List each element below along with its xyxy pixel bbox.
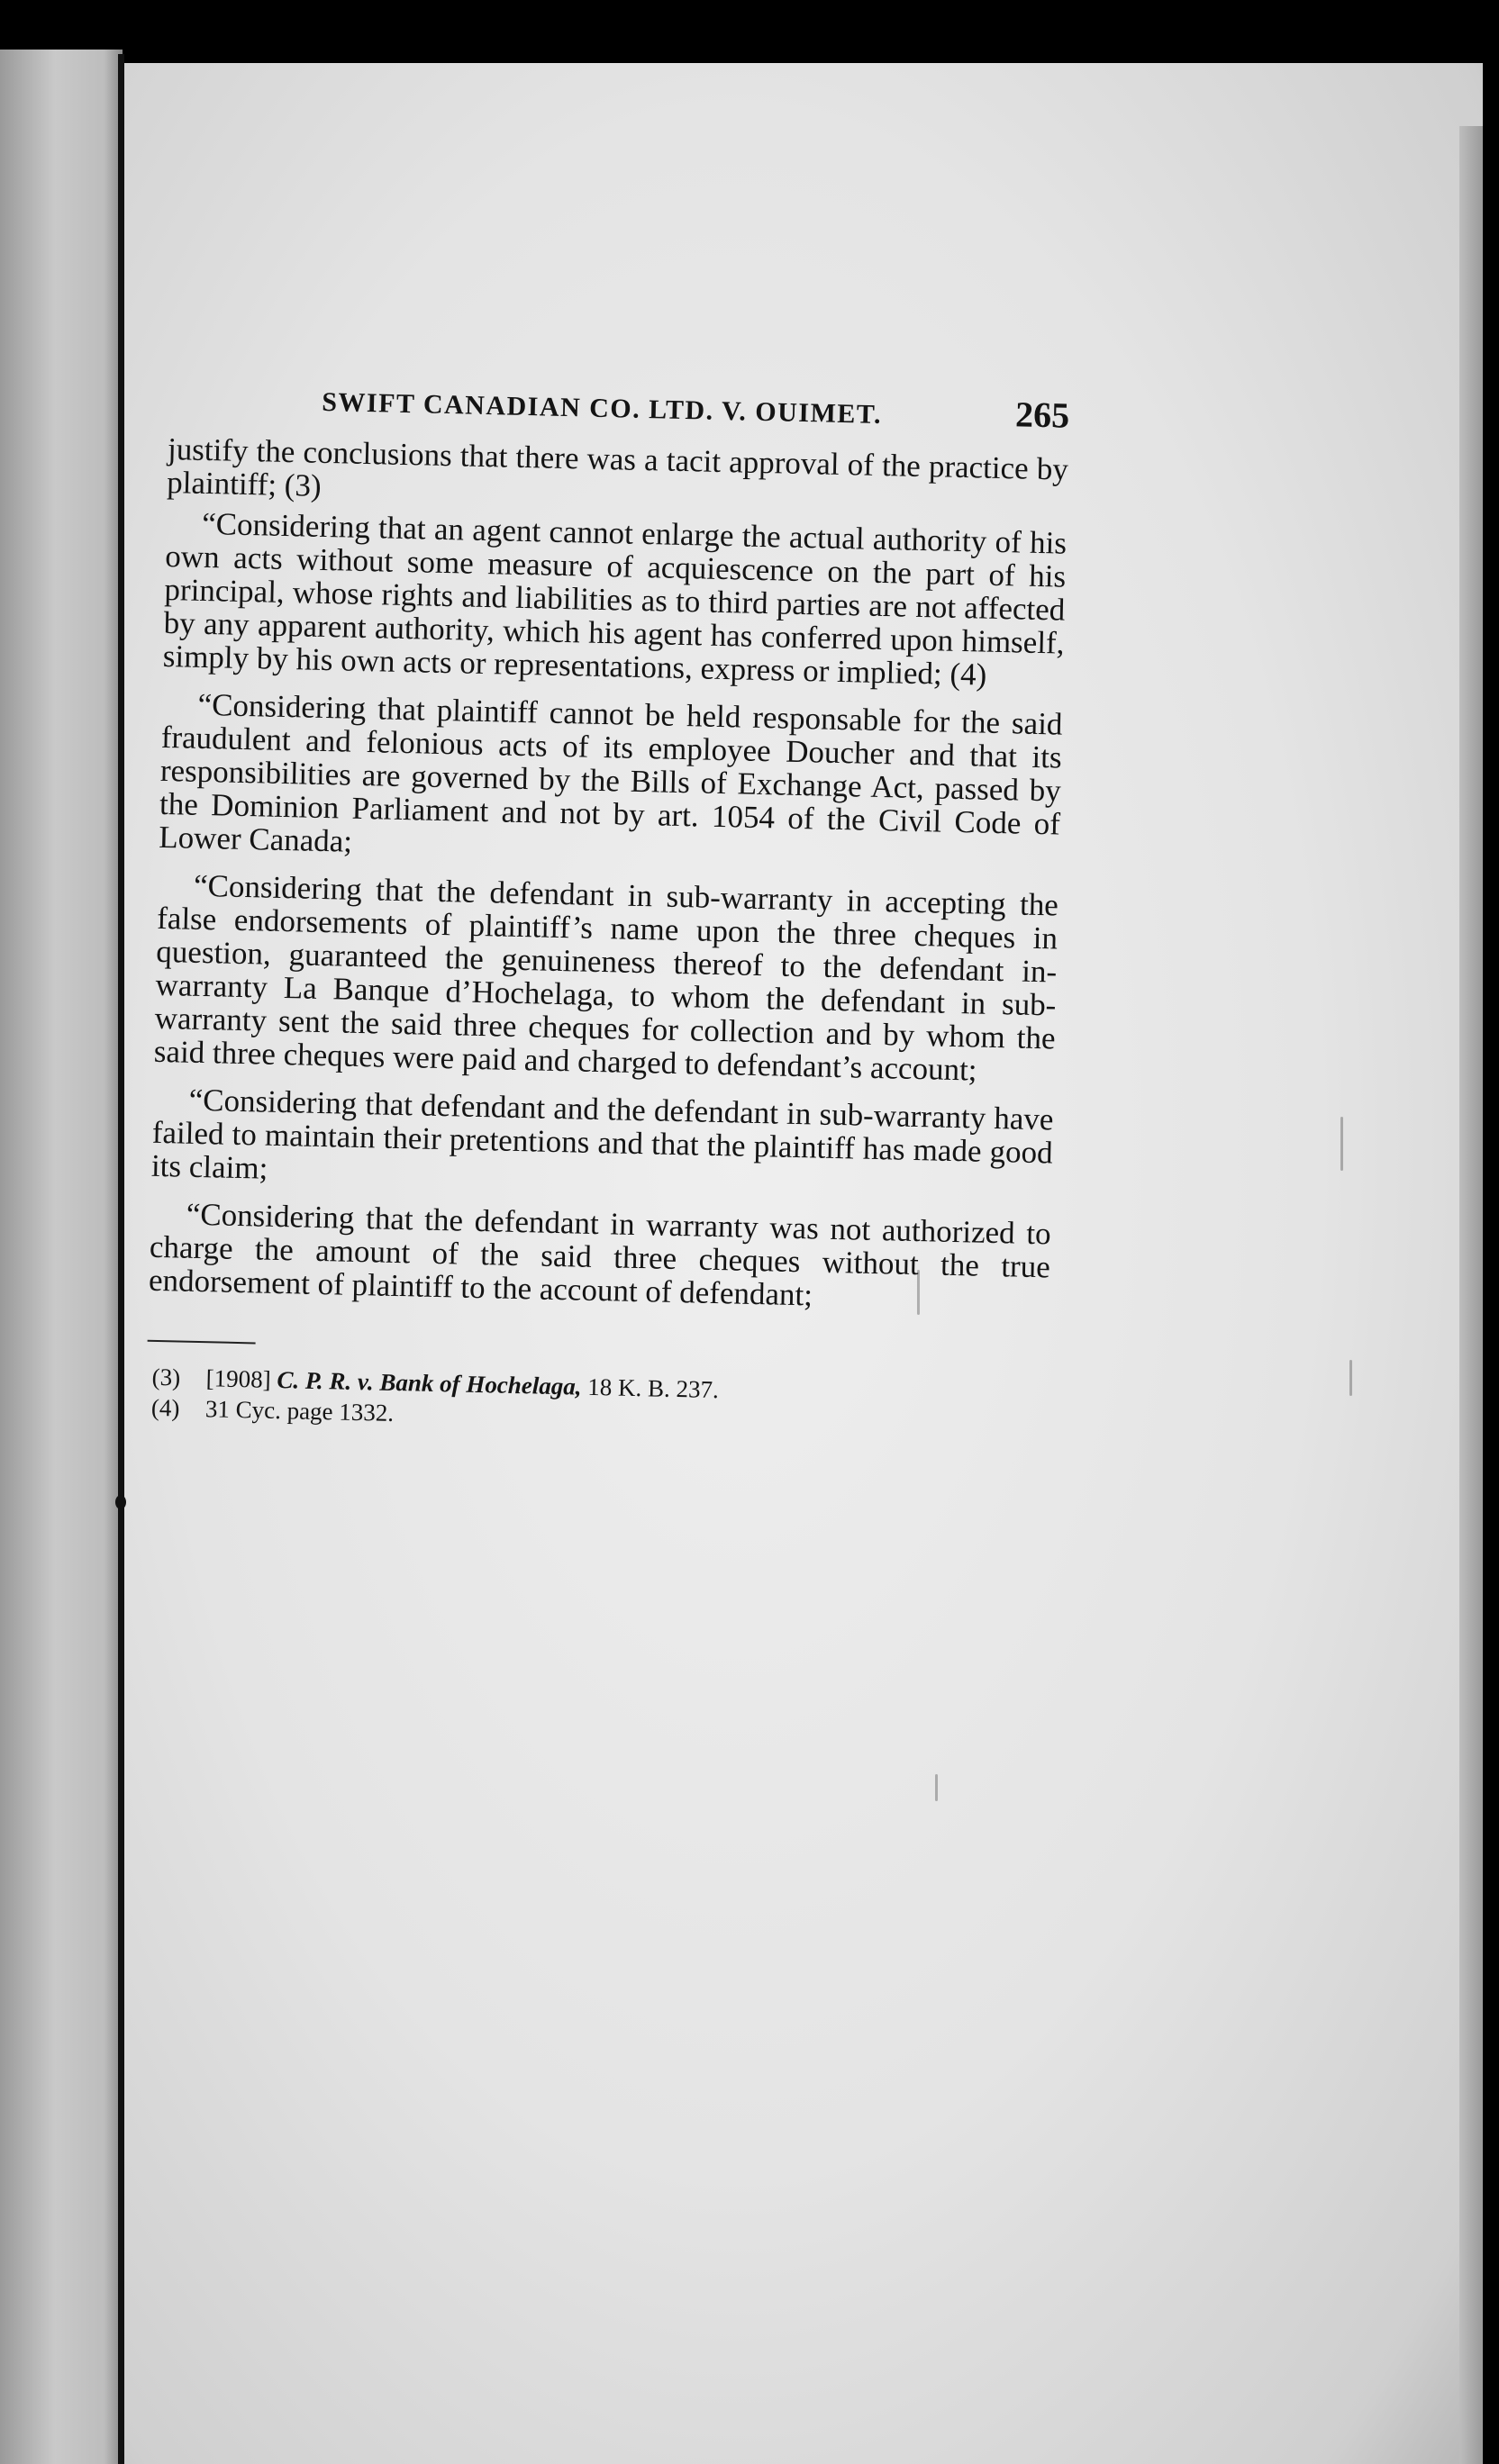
scan-speck <box>1349 1360 1352 1396</box>
paragraph: “Considering that plaintiff cannot be held responsable for the said fraudulent and felonious acts of its employee Doucher and that its responsibilities are governed by the Bills of Exchange Act, passed by the Dominion Parliament and not by art. 1054 of the Civil Code of Lower Canada; <box>158 686 1063 859</box>
footnote-text <box>205 1393 395 1428</box>
footnote-rule <box>148 1340 256 1345</box>
paragraph: “Considering that the defendant in sub-warranty in accepting the false endorsements of plaintiff’s name upon the three cheques in question, guaranteed the genuineness thereof to the defendant in-warranty La Banque d’Hochelaga, to whom the defendant in sub-warranty sent the said three cheques for collection and by whom the said three cheques were paid and charged to defendant’s account; <box>153 867 1059 1088</box>
footnote-mark: (4) <box>150 1393 180 1422</box>
facing-page-edge <box>0 50 123 2464</box>
paragraph: “Considering that the defendant in warranty was not authorized to charge the amount of the said three cheques without the true endorsement of plaintiff to the account of defendant; <box>148 1196 1052 1313</box>
book-gutter <box>118 54 124 2464</box>
running-title: SWIFT CANADIAN CO. LTD. V. OUIMET. <box>321 386 883 430</box>
footnote-mark: (3) <box>151 1363 181 1391</box>
margin-dot <box>115 1495 126 1509</box>
paragraph: justify the conclusions that there was a tacit approval of the practice by plaintiff; (3) <box>166 430 1069 503</box>
scan-speck <box>1340 1117 1343 1171</box>
scan-speck <box>935 1774 938 1801</box>
page-number: 265 <box>1014 394 1070 436</box>
footnote-reference: 31 Cyc. page 1332. <box>204 1395 395 1427</box>
page-text <box>146 374 1070 1443</box>
footnote-year: [1908] <box>205 1364 272 1393</box>
footnote-case: C. P. R. v. Bank of Hochelaga, <box>277 1366 582 1400</box>
paragraph: “Considering that an agent cannot enlarge the actual authority of his own acts without some measure of acquiescence on the part of his principal, whose rights and liabilities as to third parties are not affected by any apparent authority, which his agent has conferred upon himself, simply by his own acts or representations, express or implied; (4) <box>162 505 1067 693</box>
footnote-reference: 18 K. B. 237. <box>587 1372 720 1404</box>
paragraph: “Considering that defendant and the defendant in sub-warranty have failed to maintain their pretentions and that the plaintiff has made good its claim; <box>150 1082 1054 1186</box>
page-right-edge <box>1459 126 1483 2464</box>
